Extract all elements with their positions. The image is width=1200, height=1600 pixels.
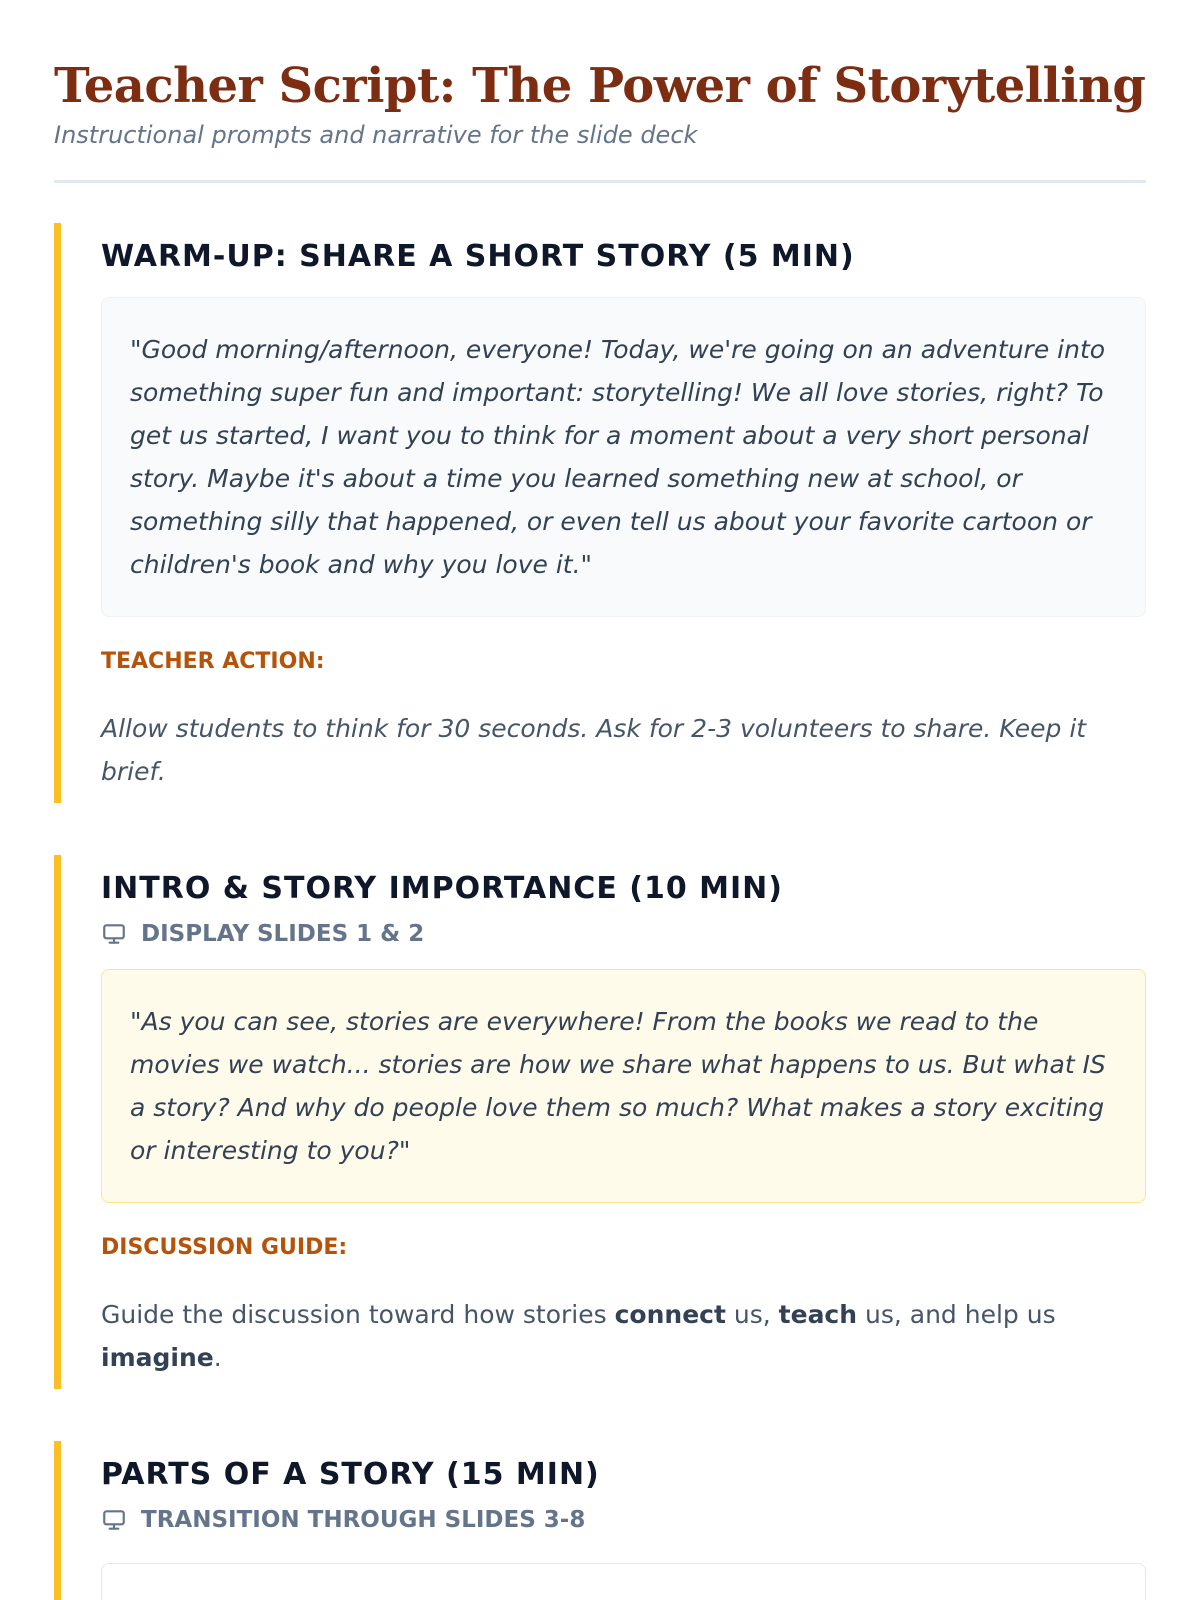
- discussion-guide-text: [101, 1293, 1146, 1379]
- script-quote: "Good morning/afternoon, everyone! Today, we're going on an adventure into something super fun and important: storytelling! We all love stories, right? To get us started, I want you to think for a moment about a very short personal story. Maybe it's about a time you learned something new at school, or something silly that happened, or even tell us about your favorite cartoon or children's book and why you love it.": [130, 335, 1106, 579]
- teacher-action-label: TEACHER ACTION:: [101, 649, 325, 674]
- section-title: PARTS OF A STORY (15 MIN): [101, 1457, 600, 1492]
- slide-note: [101, 919, 1146, 949]
- slide-note-text: DISPLAY SLIDES 1 & 2: [141, 921, 425, 947]
- monitor-icon: [101, 921, 127, 947]
- guide-text-part: Guide the discussion toward how stories: [101, 1300, 615, 1329]
- guide-keyword: teach: [778, 1300, 858, 1329]
- section-title: WARM-UP: SHARE A SHORT STORY (5 MIN): [101, 239, 855, 274]
- section-parts-of-a-story: [54, 1441, 1146, 1600]
- guide-text-part: .: [213, 1343, 222, 1372]
- guide-text-part: us,: [725, 1300, 779, 1329]
- slide-note-text: TRANSITION THROUGH SLIDES 3-8: [141, 1507, 586, 1533]
- section-intro-story-importance: [54, 855, 1146, 1389]
- script-quote-box: [101, 969, 1146, 1203]
- guide-text-part: us, and help us: [857, 1300, 1056, 1329]
- page-subtitle: Instructional prompts and narrative for the slide deck: [54, 121, 698, 149]
- guide-keyword: connect: [614, 1300, 726, 1329]
- script-quote-box: [101, 297, 1146, 617]
- monitor-icon: [101, 1507, 127, 1533]
- script-quote-box: [101, 1563, 1146, 1600]
- section-warm-up: [54, 223, 1146, 803]
- section-title: INTRO & STORY IMPORTANCE (10 MIN): [101, 871, 783, 906]
- script-quote: "As you can see, stories are everywhere! From the books we read to the movies we watch... stories are how we share what happens to us. But what IS a story? And why do people love them so much? What makes a story exciting or interesting to you?": [130, 1007, 1106, 1165]
- header-divider: [54, 180, 1146, 183]
- slide-note: [101, 1505, 1146, 1535]
- teacher-action-text: Allow students to think for 30 seconds. Ask for 2-3 volunteers to share. Keep it brief.: [101, 714, 1087, 786]
- discussion-guide-label: DISCUSSION GUIDE:: [101, 1235, 348, 1260]
- guide-keyword: imagine: [101, 1343, 214, 1372]
- page-title: Teacher Script: The Power of Storytelling: [54, 58, 1146, 114]
